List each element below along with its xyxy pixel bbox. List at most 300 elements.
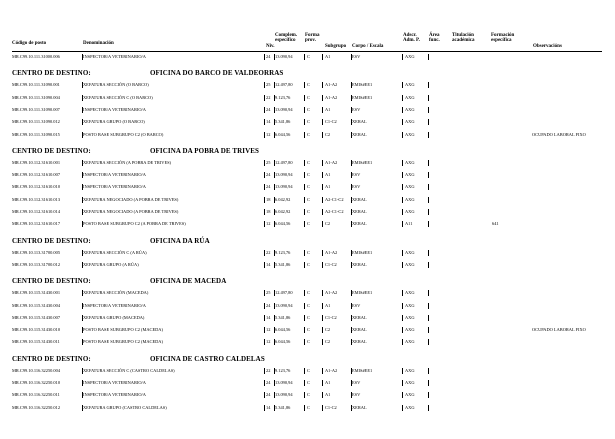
- column-divider: [304, 250, 305, 256]
- cell-forma: C: [307, 380, 310, 385]
- column-divider: [322, 172, 323, 178]
- column-divider: [428, 197, 429, 203]
- cell-codigo: MR.C99.10.112.31610.017: [12, 221, 61, 227]
- cell-denominacion: XEFATURA SECCIÓN C (CASTRO CALDELAS): [83, 367, 175, 373]
- cell-niv: 24: [266, 54, 271, 59]
- column-divider: [428, 392, 429, 398]
- column-divider: [274, 339, 275, 345]
- header-niv: Niv.: [266, 44, 275, 49]
- cell-niv: 25: [266, 82, 271, 88]
- column-divider: [322, 405, 323, 411]
- cell-subgrupo: A1: [325, 172, 331, 178]
- cell-forma: C: [307, 221, 310, 227]
- cell-forma: C: [307, 184, 310, 190]
- column-divider: [322, 315, 323, 321]
- cell-forma: C: [307, 339, 310, 345]
- header-titulacion: [452, 33, 475, 44]
- column-divider: [82, 303, 83, 309]
- cell-complem: 13.090,94: [275, 392, 293, 398]
- column-divider: [274, 209, 275, 215]
- cell-forma: C: [307, 119, 310, 125]
- column-divider: [82, 82, 83, 88]
- cell-niv: 12: [266, 221, 271, 227]
- column-divider: [402, 303, 403, 309]
- column-divider: [351, 54, 352, 60]
- center-name: OFICINA DA RÚA: [150, 236, 210, 245]
- cell-codigo: MR.C99.10.115.31430.011: [12, 339, 60, 345]
- column-divider: [322, 303, 323, 309]
- column-divider: [264, 184, 265, 190]
- column-divider: [351, 327, 352, 333]
- cell-forma: C: [307, 106, 310, 112]
- cell-niv: 22: [266, 94, 271, 100]
- column-divider: [82, 290, 83, 296]
- table-row: [0, 183, 615, 191]
- cell-adscr: AXG: [405, 261, 415, 267]
- column-divider: [304, 315, 305, 321]
- column-divider: [82, 380, 83, 386]
- table-row: [0, 338, 615, 346]
- column-divider: [304, 303, 305, 309]
- column-divider: [351, 262, 352, 268]
- table-row: [0, 106, 615, 114]
- table-row: [0, 302, 615, 310]
- cell-forma: C: [307, 327, 310, 333]
- cell-adscr: AXG: [405, 249, 415, 255]
- cell-complem: 12.497,80: [275, 82, 293, 88]
- cell-forma: C: [307, 302, 310, 308]
- cell-denominacion: INSPECTOR/A VETERINARIO/A: [83, 106, 146, 112]
- cell-corpo: ESV: [352, 380, 361, 385]
- cell-adscr: AXG: [405, 367, 415, 373]
- header-complem-1: Complem.: [275, 33, 298, 38]
- cell-codigo: MR.C99.10.115.31430.001: [12, 290, 61, 296]
- column-divider: [428, 303, 429, 309]
- column-divider: [351, 392, 352, 398]
- cell-complem: 13.090,94: [275, 106, 293, 112]
- column-divider: [264, 290, 265, 296]
- cell-forma: C: [307, 54, 310, 59]
- cell-codigo: MR.C99.10.113.31700.005: [12, 249, 61, 255]
- column-divider: [264, 119, 265, 125]
- cell-corpo: ESV: [352, 172, 361, 178]
- column-divider: [428, 315, 429, 321]
- cell-denominacion: POSTO BASE SUBGRUPO C2 (MACEDA): [83, 327, 163, 333]
- cell-niv: 22: [266, 249, 271, 255]
- header-complem-2: específico: [275, 38, 296, 44]
- column-divider: [428, 119, 429, 125]
- cell-complem: 6.042,92: [275, 196, 291, 202]
- column-divider: [304, 368, 305, 374]
- column-divider: [304, 290, 305, 296]
- table-row: [0, 94, 615, 102]
- cell-complem: 13.090,94: [275, 302, 293, 308]
- cell-adscr: AXG: [405, 209, 415, 214]
- column-divider: [274, 392, 275, 398]
- cell-forma: C: [307, 249, 310, 255]
- cell-corpo: XERAL: [352, 209, 367, 214]
- column-divider: [322, 380, 323, 386]
- cell-corpo: ESV: [352, 302, 361, 308]
- column-divider: [402, 107, 403, 113]
- cell-codigo: MR.C99.10.115.31430.004: [12, 302, 61, 308]
- cell-subgrupo: A1-A2: [325, 159, 338, 165]
- table-row: [0, 196, 615, 204]
- column-divider: [274, 368, 275, 374]
- cell-codigo: MR.C99.10.112.31610.010: [12, 184, 61, 190]
- table-row: [0, 261, 615, 269]
- cell-complem: 9.123,76: [275, 249, 291, 255]
- table-row: [0, 208, 615, 216]
- column-divider: [402, 82, 403, 88]
- cell-codigo: MR.C99.10.116.32250.011: [12, 392, 60, 398]
- column-divider: [351, 172, 352, 178]
- column-divider: [322, 262, 323, 268]
- cell-subgrupo: C1-C2: [325, 119, 337, 125]
- cell-complem: 12.497,80: [275, 290, 293, 296]
- column-divider: [402, 290, 403, 296]
- column-divider: [264, 221, 265, 227]
- cell-codigo: MR.C99.10.113.31700.012: [12, 261, 61, 267]
- center-label: CENTRO DE DESTINO:: [12, 236, 91, 245]
- cell-forma: C: [307, 290, 310, 296]
- cell-forma: C: [307, 261, 310, 267]
- column-divider: [264, 303, 265, 309]
- column-divider: [304, 54, 305, 60]
- cell-complem: 5.341,86: [275, 314, 291, 320]
- cell-codigo: MR.C99.10.115.31430.007: [12, 314, 61, 320]
- column-divider: [322, 392, 323, 398]
- column-divider: [322, 368, 323, 374]
- column-divider: [322, 250, 323, 256]
- column-divider: [322, 339, 323, 345]
- cell-niv: 24: [266, 184, 271, 190]
- column-divider: [351, 82, 352, 88]
- header-formacion-1: Formación: [491, 33, 515, 38]
- column-divider: [304, 392, 305, 398]
- cell-denominacion: POSTO BASE SUBGRUPO C2 (MACEDA): [83, 339, 163, 345]
- cell-niv: 22: [266, 367, 271, 373]
- cell-adscr: AXG: [405, 131, 415, 137]
- cell-corpo: EMIS#EE1: [352, 94, 373, 100]
- cell-corpo: XERAL: [352, 404, 367, 410]
- cell-codigo: MR.C99.10.112.31610.001: [12, 159, 61, 165]
- cell-adscr: AXG: [405, 404, 415, 410]
- cell-codigo: MR.C99.10.111.31090.015: [12, 131, 60, 137]
- column-divider: [402, 405, 403, 411]
- header-forma: [305, 33, 319, 44]
- column-divider: [82, 315, 83, 321]
- column-divider: [304, 184, 305, 190]
- cell-niv: 12: [266, 339, 271, 345]
- cell-adscr: AXG: [405, 339, 415, 345]
- column-divider: [322, 290, 323, 296]
- cell-forma: C: [307, 82, 310, 88]
- column-divider: [264, 327, 265, 333]
- header-complem: [275, 33, 297, 44]
- table-row: [0, 249, 615, 257]
- cell-denominacion: XEFATURA NEGOCIADO (A POBRA DE TRIVES): [83, 209, 179, 214]
- cell-subgrupo: A1: [325, 184, 331, 190]
- column-divider: [351, 303, 352, 309]
- cell-codigo: MR.C99.10.111.31090.012: [12, 119, 60, 125]
- column-divider: [264, 132, 265, 138]
- column-divider: [274, 160, 275, 166]
- cell-niv: 25: [266, 290, 271, 296]
- cell-adscr: A11: [405, 221, 413, 227]
- column-divider: [428, 209, 429, 215]
- header-titulacion-1: Titulación: [452, 33, 474, 38]
- column-divider: [304, 209, 305, 215]
- column-divider: [428, 184, 429, 190]
- column-divider: [351, 368, 352, 374]
- cell-subgrupo: C1-C2: [325, 404, 337, 410]
- column-divider: [351, 221, 352, 227]
- column-divider: [82, 184, 83, 190]
- cell-niv: 14: [266, 404, 271, 410]
- cell-corpo: XERAL: [352, 327, 367, 333]
- column-divider: [351, 132, 352, 138]
- cell-subgrupo: A1: [325, 392, 331, 398]
- cell-adscr: AXG: [405, 172, 415, 178]
- column-divider: [428, 380, 429, 386]
- column-divider: [428, 368, 429, 374]
- column-divider: [402, 54, 403, 60]
- cell-forma: C: [307, 172, 310, 178]
- column-divider: [264, 405, 265, 411]
- column-divider: [322, 209, 323, 215]
- cell-subgrupo: C2: [325, 327, 331, 333]
- column-divider: [304, 95, 305, 101]
- column-divider: [322, 221, 323, 227]
- cell-subgrupo: C2: [325, 131, 331, 137]
- column-divider: [402, 380, 403, 386]
- column-divider: [428, 250, 429, 256]
- table-row: [0, 404, 615, 412]
- column-divider: [428, 327, 429, 333]
- column-divider: [264, 172, 265, 178]
- cell-formacion: 641: [492, 221, 499, 227]
- column-divider: [274, 262, 275, 268]
- column-divider: [351, 119, 352, 125]
- column-divider: [274, 197, 275, 203]
- cell-forma: C: [307, 392, 310, 398]
- cell-subgrupo: A1: [325, 380, 331, 385]
- column-divider: [304, 172, 305, 178]
- column-divider: [82, 107, 83, 113]
- cell-codigo: MR.C99.10.112.31610.014: [12, 209, 61, 214]
- column-divider: [351, 250, 352, 256]
- cell-corpo: ESV: [352, 54, 361, 59]
- cell-adscr: AXG: [405, 82, 415, 88]
- column-divider: [402, 209, 403, 215]
- header-formacion: [491, 33, 514, 44]
- column-divider: [351, 184, 352, 190]
- column-divider: [264, 95, 265, 101]
- table-row: [0, 391, 615, 399]
- cell-adscr: AXG: [405, 392, 415, 398]
- cell-subgrupo: A1: [325, 54, 331, 59]
- column-divider: [351, 290, 352, 296]
- table-row: [0, 131, 615, 139]
- column-divider: [402, 95, 403, 101]
- header-area: [429, 33, 440, 44]
- cell-forma: C: [307, 94, 310, 100]
- cell-adscr: AXG: [405, 184, 415, 190]
- column-divider: [428, 54, 429, 60]
- cell-corpo: ESV: [352, 106, 361, 112]
- header-formacion-2: específica: [491, 38, 512, 44]
- cell-subgrupo: C1-C2: [325, 314, 337, 320]
- cell-corpo: EMIS#EE1: [352, 290, 373, 296]
- cell-denominacion: POSTO BASE SUBGRUPO C2 (A POBRA DE TRIVES): [83, 221, 186, 227]
- center-label: CENTRO DE DESTINO:: [12, 69, 91, 78]
- table-row: [0, 367, 615, 375]
- cell-niv: 14: [266, 314, 271, 320]
- column-divider: [264, 315, 265, 321]
- column-divider: [82, 392, 83, 398]
- cell-complem: 13.090,94: [275, 172, 293, 178]
- column-divider: [428, 172, 429, 178]
- cell-adscr: AXG: [405, 380, 415, 385]
- column-divider: [322, 107, 323, 113]
- column-divider: [428, 339, 429, 345]
- cell-observacions: OCUPADO LABORAL FIXO: [532, 327, 586, 333]
- cell-subgrupo: A1-A2: [325, 94, 338, 100]
- header-rule: [12, 51, 602, 52]
- column-divider: [82, 327, 83, 333]
- column-divider: [274, 54, 275, 60]
- column-divider: [274, 250, 275, 256]
- cell-subgrupo: A1-A2: [325, 249, 338, 255]
- column-divider: [351, 380, 352, 386]
- column-divider: [402, 368, 403, 374]
- column-divider: [264, 380, 265, 386]
- center-name: OFICINA DA POBRA DE TRIVES: [150, 146, 260, 155]
- cell-forma: C: [307, 159, 310, 165]
- cell-denominacion: INSPECTOR/A VETERINARIO/A: [83, 184, 146, 190]
- column-divider: [402, 339, 403, 345]
- cell-corpo: EMIS#EE1: [352, 82, 373, 88]
- cell-corpo: XERAL: [352, 221, 367, 227]
- column-divider: [264, 339, 265, 345]
- cell-subgrupo: A1: [325, 106, 331, 112]
- cell-subgrupo: A1-A2: [325, 290, 338, 296]
- column-divider: [428, 160, 429, 166]
- cell-niv: 24: [266, 302, 271, 308]
- cell-denominacion: XEFATURA GRUPO (O BARCO): [83, 119, 145, 125]
- column-divider: [322, 132, 323, 138]
- header-forma-2: prov.: [305, 38, 316, 44]
- cell-corpo: EMIS#EE1: [352, 249, 373, 255]
- column-divider: [402, 184, 403, 190]
- header-corpo: Corpo / Escala: [352, 44, 384, 49]
- column-divider: [274, 132, 275, 138]
- column-divider: [274, 82, 275, 88]
- cell-complem: 13.090,94: [275, 184, 293, 190]
- column-divider: [304, 405, 305, 411]
- cell-codigo: MR.C99.10.111.31090.004: [12, 94, 60, 100]
- column-divider: [351, 209, 352, 215]
- column-divider: [82, 368, 83, 374]
- column-divider: [274, 119, 275, 125]
- cell-denominacion: POSTO BASE SUBGRUPO C2 (O BARCO): [83, 131, 164, 137]
- cell-denominacion: XEFATURA GRUPO (CASTRO CALDELAS): [83, 404, 167, 410]
- cell-denominacion: XEFATURA SECCIÓN C (A RÚA): [83, 249, 147, 255]
- header-subgrupo: Subgrupo: [325, 44, 347, 49]
- cell-adscr: AXG: [405, 302, 415, 308]
- cell-corpo: EMIS#EE1: [352, 159, 373, 165]
- cell-codigo: MR.C99.10.111.31090.001: [12, 82, 60, 88]
- cell-forma: C: [307, 196, 310, 202]
- column-divider: [428, 132, 429, 138]
- cell-observacions: OCUPADO LABORAL FIXO: [532, 131, 586, 137]
- cell-subgrupo: A1: [325, 302, 331, 308]
- cell-corpo: XERAL: [352, 314, 367, 320]
- column-divider: [402, 250, 403, 256]
- column-divider: [402, 132, 403, 138]
- cell-forma: C: [307, 209, 310, 214]
- header-adscr: [403, 33, 420, 44]
- cell-complem: 5.341,86: [275, 261, 291, 267]
- cell-subgrupo: C2: [325, 339, 331, 345]
- table-row: [0, 118, 615, 126]
- cell-denominacion: XEFATURA GRUPO (MACEDA): [83, 314, 145, 320]
- cell-codigo: MR.C99.10.111.31090.007: [12, 106, 60, 112]
- column-divider: [264, 209, 265, 215]
- column-divider: [428, 95, 429, 101]
- cell-codigo: MR.C99.10.116.32250.010: [12, 380, 61, 385]
- cell-adscr: AXG: [405, 327, 415, 333]
- center-label: CENTRO DE DESTINO:: [12, 146, 91, 155]
- column-divider: [428, 82, 429, 88]
- column-divider: [402, 315, 403, 321]
- cell-subgrupo: C1-C2: [325, 261, 337, 267]
- column-divider: [304, 339, 305, 345]
- table-row: [0, 220, 615, 228]
- column-divider: [274, 184, 275, 190]
- column-divider: [402, 392, 403, 398]
- header-adscr-1: Adscr.: [403, 33, 417, 38]
- center-label: CENTRO DE DESTINO:: [12, 277, 91, 286]
- cell-corpo: XERAL: [352, 196, 367, 202]
- cell-subgrupo: A1-A2: [325, 367, 338, 373]
- cell-denominacion: XEFATURA GRUPO (A RÚA): [83, 261, 139, 267]
- cell-adscr: AXG: [405, 119, 415, 125]
- cell-complem: 5.341,86: [275, 404, 291, 410]
- column-divider: [274, 290, 275, 296]
- cell-adscr: AXG: [405, 290, 415, 296]
- cell-corpo: XERAL: [352, 261, 367, 267]
- column-divider: [274, 315, 275, 321]
- column-divider: [428, 290, 429, 296]
- column-divider: [402, 262, 403, 268]
- column-divider: [351, 197, 352, 203]
- column-divider: [274, 107, 275, 113]
- header-observacions: Observacións: [533, 44, 562, 49]
- cell-niv: 24: [266, 380, 271, 385]
- column-divider: [402, 197, 403, 203]
- center-name: OFICINA DE MACEDA: [150, 277, 227, 286]
- column-divider: [264, 54, 265, 60]
- cell-complem: 9.123,76: [275, 367, 291, 373]
- cell-corpo: XERAL: [352, 339, 367, 345]
- column-divider: [82, 172, 83, 178]
- column-divider: [82, 54, 83, 60]
- cell-niv: 24: [266, 172, 271, 178]
- column-divider: [264, 197, 265, 203]
- cell-forma: C: [307, 314, 310, 320]
